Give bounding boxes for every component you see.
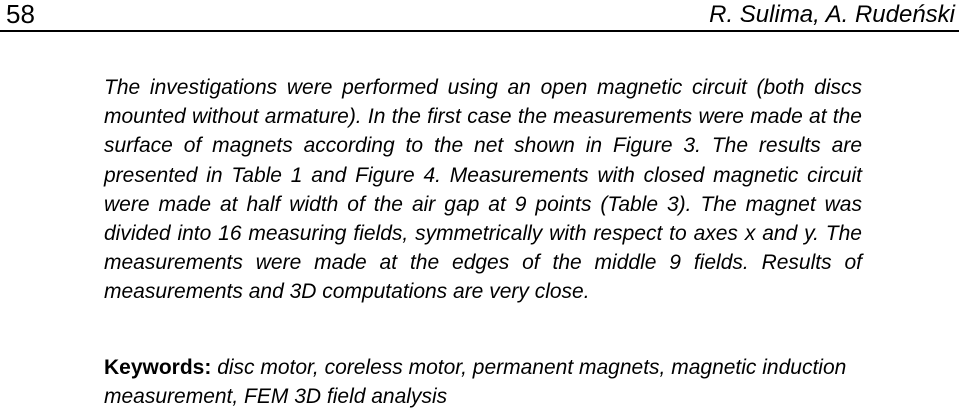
page-number: 58: [6, 0, 35, 29]
keywords-line: [104, 353, 862, 411]
header-rule: [0, 30, 959, 32]
keywords-text: disc motor, coreless motor, permanent magnets, magnetic induction measurement, FEM 3D field analysis: [104, 356, 847, 408]
running-header-authors: R. Sulima, A. Rudeński: [709, 1, 955, 28]
abstract-paragraph: The investigations were performed using an open magnetic circuit (both discs mounted without armature). In the first case the measurements were made at the surface of magnets according to the net shown in Figure 3. The results are presented in Table 1 and Figure 4. Measurements with closed magnetic circuit were made at half width of the air gap at 9 points (Table 3). The magnet was divided into 16 measuring fields, symmetrically with respect to axes x and y. The measurements were made at the edges of the middle 9 fields. Results of measurements and 3D computations are very close.: [104, 76, 862, 304]
keywords-label: Keywords:: [104, 356, 212, 379]
